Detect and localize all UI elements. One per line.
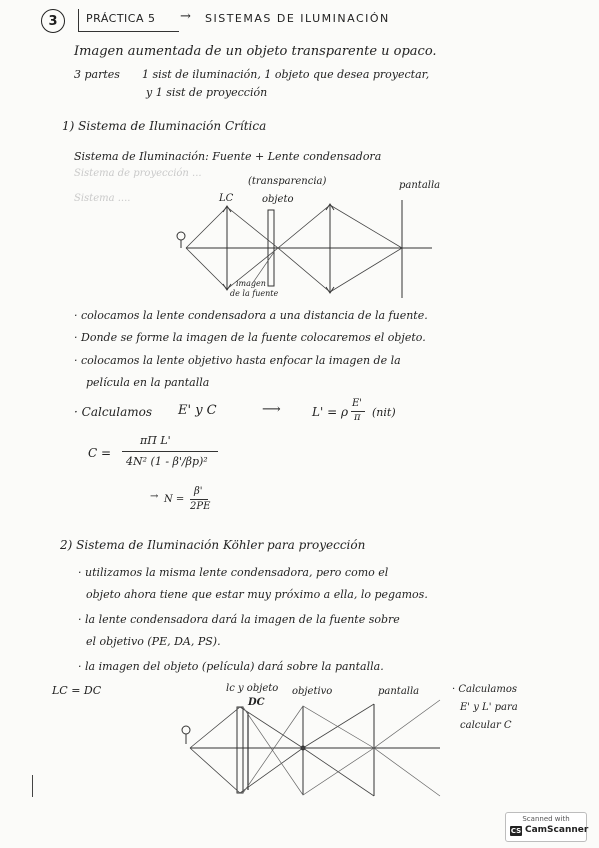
c-fraction-bar [122,451,218,452]
label-dc: DC [248,697,265,708]
n-formula-den: 2PE [190,501,211,512]
calc-label-text: Calculamos [81,405,153,419]
calc-arrow: ⟶ [262,402,281,417]
section1-heading: 1) Sistema de Iluminación Crítica [62,119,267,133]
side-note-3: calcular C [460,720,512,731]
c-formula-numerator: πΠ L' [140,434,171,447]
label-imagen-1: imagen [236,279,266,288]
bullet-2-text: Donde se forme la imagen de la fuente colocaremos el objeto. [81,331,426,344]
side-note-1: · Calculamos [452,684,518,695]
side-note-2: E' y L' para [460,702,518,713]
ray2-upper [190,704,374,748]
label-imagen-2: de la fuente [230,289,279,298]
label-pantalla-2: pantalla [378,686,420,697]
c-formula-denominator: 4N² (1 - β'/βp)² [126,455,208,468]
s2-bullet-2-cont: el objetivo (PE, DA, PS). [86,635,221,648]
page-number: 3 [48,13,58,29]
bullet-3: · colocamos la lente objetivo hasta enfocar la imagen de la [74,354,401,367]
practice-label: PRÁCTICA 5 [86,12,156,25]
camscanner-logo-icon: CS [510,827,522,835]
parts-line-1: 1 sist de iluminación, 1 objeto que desea proyectar, [142,68,430,81]
label-objeto: objeto [262,194,294,205]
lc-dc-label: LC = DC [52,684,102,697]
margin-mark [32,775,33,797]
s2-bullet-3-text: la imagen del objeto (película) dará sobre la pantalla. [85,660,384,673]
ray-upper [186,205,402,248]
bullet-1-text: colocamos la lente condensadora a una distancia de la fuente. [81,309,428,322]
s2-bullet-1-cont: objeto ahora tiene que estar muy próximo a ella, lo pegamos. [86,588,428,601]
l-formula-lhs: L' = ρ [312,405,349,419]
s2-bullet-3: · la imagen del objeto (película) dará sobre la pantalla. [78,660,384,673]
label-transparencia: (transparencia) [248,176,327,187]
parts-line-2: y 1 sist de proyección [146,86,268,99]
bullet-1: · colocamos la lente condensadora a una distancia de la fuente. [74,309,428,322]
scanned-with-label: Scanned with [522,815,570,823]
n-fraction-bar [190,499,208,500]
section2-heading: 2) Sistema de Iluminación Köhler para proyección [60,538,366,552]
c-formula-lhs: C = [88,446,112,460]
l-formula-unit: (nit) [372,406,396,419]
camscanner-brand: CamScanner [525,825,589,835]
n-formula-num: β' [194,486,203,497]
side-note-1-text: Calculamos [458,684,518,695]
lamp-icon-2 [182,726,190,734]
faint-line-2: Sistema .... [74,193,131,204]
s2-bullet-2: · la lente condensadora dará la imagen de la fuente sobre [78,613,400,626]
parts-label: 3 partes [74,68,120,81]
s2-bullet-1: · utilizamos la misma lente condensadora, pero como el [78,566,389,579]
ray2-lower [190,748,374,796]
ray2-cross-b [243,706,440,796]
section1-definition: Sistema de Iluminación: Fuente + Lente condensadora [74,150,382,163]
lamp-icon [177,232,185,240]
bullet-3-cont: película en la pantalla [86,376,210,389]
ray-lower [186,248,402,292]
camscanner-badge [505,812,587,842]
label-objetivo: objetivo [292,686,333,697]
n-arrow: → [150,491,159,502]
l-formula-den: π [354,412,361,423]
image-pointer [252,252,274,284]
s2-bullet-1-text: utilizamos la misma lente condensadora, pero como el [85,566,389,579]
s2-bullet-2-text: la lente condensadora dará la imagen de la fuente sobre [85,613,400,626]
calc-vars: E' y C [178,403,217,418]
n-formula-lhs: N = [164,494,185,505]
header-arrow: → [180,9,191,24]
page-title: SISTEMAS DE ILUMINACIÓN [205,12,390,25]
lc-objeto-lens [237,707,243,793]
l-formula-num: E' [352,398,363,409]
bullet-2: · Donde se forme la imagen de la fuente colocaremos el objeto. [74,331,426,344]
label-pantalla-1: pantalla [399,180,441,191]
calc-label: · Calculamos [74,405,153,419]
faint-line-1: Sistema de proyección ... [74,168,202,179]
bullet-3-text: colocamos la lente objetivo hasta enfocar la imagen de la [81,354,401,367]
intro-line: Imagen aumentada de un objeto transparente u opaco. [74,44,437,59]
label-lc: LC [219,193,234,204]
label-lc-objeto: lc y objeto [226,683,279,694]
